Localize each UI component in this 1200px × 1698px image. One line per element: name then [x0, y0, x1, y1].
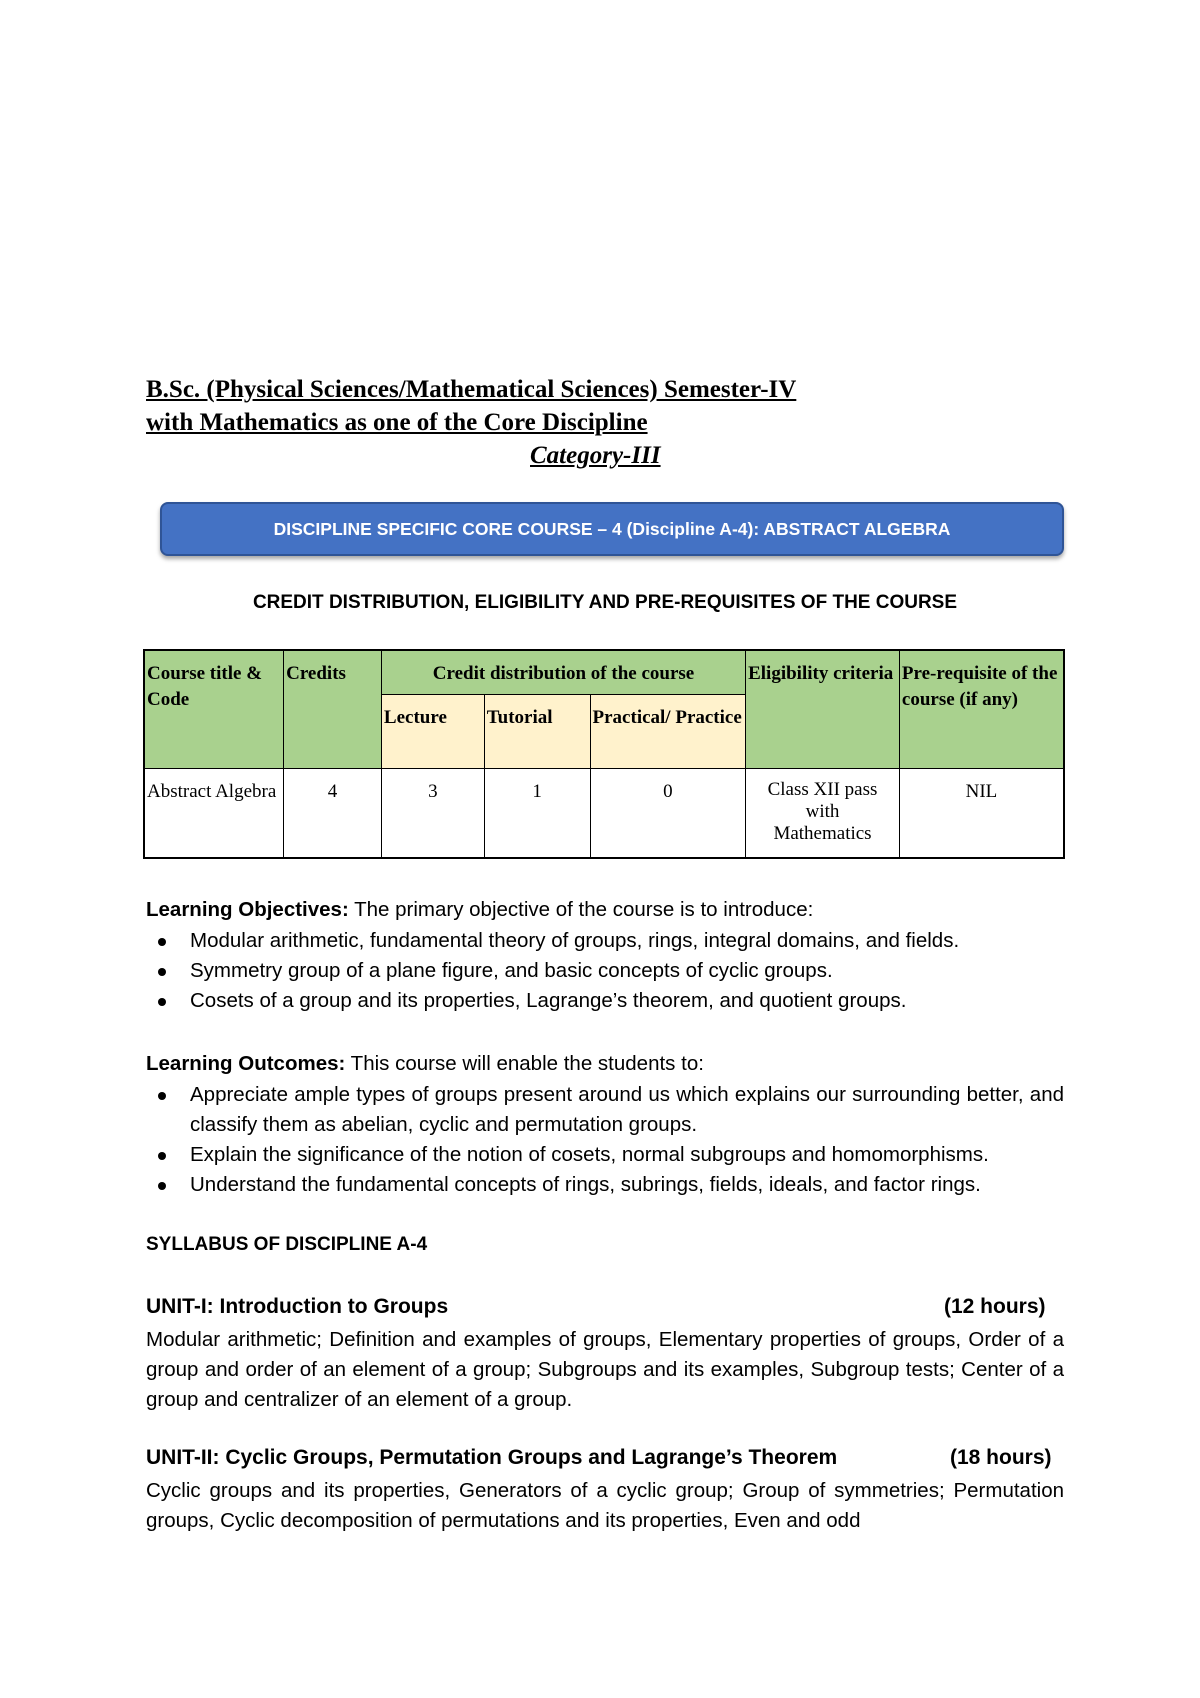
bullet-icon — [158, 1092, 166, 1100]
list-item: Modular arithmetic, fundamental theory of groups, rings, integral domains, and fields. — [146, 926, 1064, 956]
unit-1-description: Modular arithmetic; Definition and examples of groups, Elementary properties of groups, Order of a group and order of an element of a group; Subgroups and its examples, Subgroup tests; Center of a group and centralizer of an element of a group. — [146, 1328, 1064, 1411]
bullet-icon — [158, 1182, 166, 1190]
bullet-icon — [158, 938, 166, 946]
outcomes-intro: This course will enable the students to: — [345, 1052, 704, 1075]
bullet-icon — [158, 1152, 166, 1160]
cell-prerequisite: NIL — [899, 768, 1064, 858]
unit-1-title: UNIT-I: Introduction to Groups — [146, 1295, 449, 1318]
list-item: Explain the significance of the notion of cosets, normal subgroups and homomorphisms. — [146, 1140, 1064, 1170]
course-title-line-1: B.Sc. (Physical Sciences/Mathematical Sciences) Semester-IV — [146, 376, 797, 403]
cell-course: Abstract Algebra — [144, 768, 284, 858]
header-lecture: Lecture — [381, 694, 484, 768]
outcomes-label: Learning Outcomes: — [146, 1052, 346, 1075]
table-row — [144, 768, 1064, 858]
course-title-line-2: with Mathematics as one of the Core Discipline — [146, 409, 648, 436]
learning-objectives — [146, 895, 813, 926]
cell-practical: 0 — [590, 768, 746, 858]
cell-eligibility: Class XII pass with Mathematics — [746, 768, 900, 858]
header-course-title: Course title & Code — [144, 650, 284, 768]
header-credit-distribution: Credit distribution of the course — [381, 650, 745, 694]
outcomes-list — [146, 1080, 1064, 1200]
list-item: Understand the fundamental concepts of rings, subrings, fields, ideals, and factor rings. — [146, 1170, 1064, 1200]
bullet-icon — [158, 968, 166, 976]
header-credits: Credits — [284, 650, 382, 768]
objectives-intro: The primary objective of the course is to introduce: — [348, 898, 814, 921]
bullet-icon — [158, 998, 166, 1006]
list-item: Symmetry group of a plane figure, and basic concepts of cyclic groups. — [146, 956, 1064, 986]
list-item: Appreciate ample types of groups present around us which explains our surrounding better, and classify them as abelian, cyclic and permutation groups. — [146, 1080, 1064, 1140]
credit-table — [143, 649, 1065, 859]
unit-2-hours: (18 hours) — [950, 1446, 1052, 1469]
header-practical: Practical/ Practice — [590, 694, 746, 768]
list-item: Cosets of a group and its properties, Lagrange’s theorem, and quotient groups. — [146, 986, 1064, 1016]
unit-2-description: Cyclic groups and its properties, Generators of a cyclic group; Group of symmetries; Permutation groups, Cyclic decomposition of permutations and its properties, Even and odd — [146, 1479, 1064, 1532]
cell-tutorial: 1 — [484, 768, 590, 858]
category-label: Category-III — [530, 442, 661, 469]
objectives-list — [146, 926, 1064, 1016]
credit-distribution-heading: CREDIT DISTRIBUTION, ELIGIBILITY AND PRE-REQUISITES OF THE COURSE — [252, 592, 958, 613]
header-prerequisite: Pre-requisite of the course (if any) — [899, 650, 1064, 768]
objectives-label: Learning Objectives: — [146, 898, 349, 921]
course-banner-text: DISCIPLINE SPECIFIC CORE COURSE – 4 (Discipline A-4): ABSTRACT ALGEBRA — [273, 518, 951, 539]
course-banner — [160, 502, 1064, 556]
cell-lecture: 3 — [381, 768, 484, 858]
table-header-row — [144, 650, 1064, 694]
unit-2-title: UNIT-II: Cyclic Groups, Permutation Groups and Lagrange’s Theorem — [146, 1446, 838, 1469]
learning-outcomes — [146, 1049, 704, 1080]
header-eligibility: Eligibility criteria — [746, 650, 900, 768]
syllabus-heading: SYLLABUS OF DISCIPLINE A-4 — [146, 1234, 428, 1255]
header-tutorial: Tutorial — [484, 694, 590, 768]
unit-1-hours: (12 hours) — [944, 1295, 1046, 1318]
cell-credits: 4 — [284, 768, 382, 858]
